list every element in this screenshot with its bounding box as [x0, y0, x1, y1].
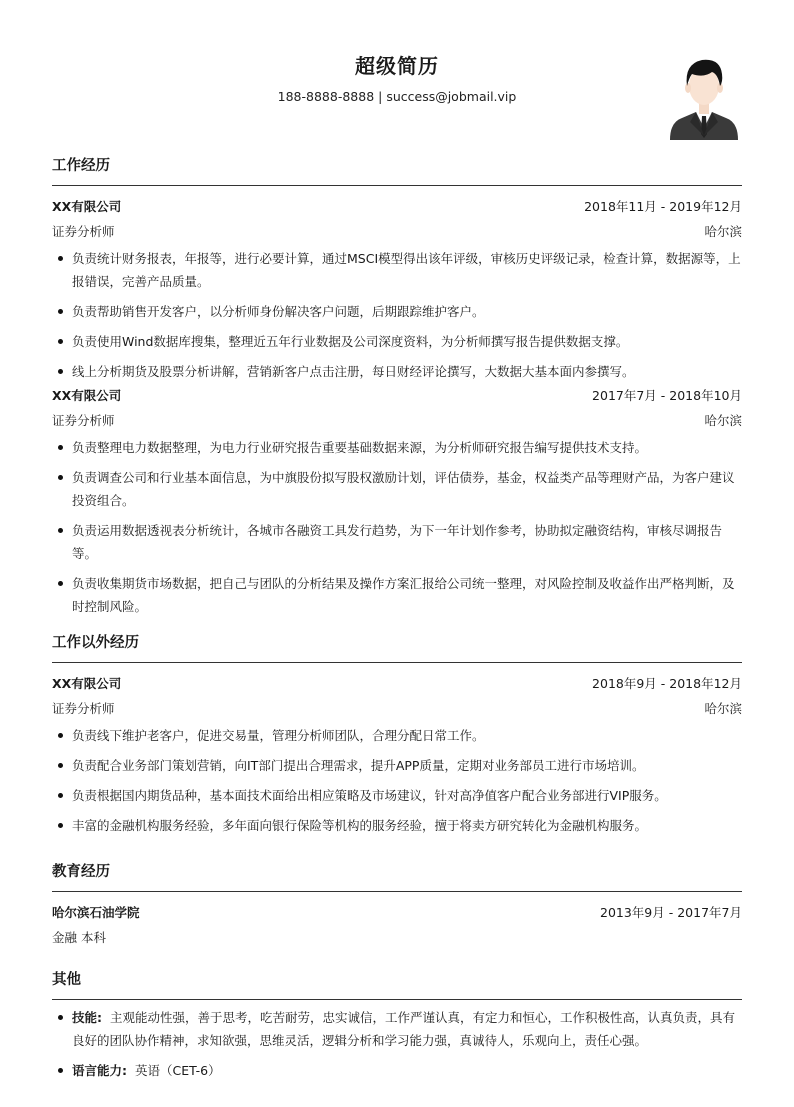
- list-item: 负责线下维护老客户，促进交易量，管理分析师团队，合理分配日常工作。: [52, 724, 742, 747]
- section-title: 工作以外经历: [52, 635, 139, 651]
- entry-date: 2013年9月 - 2017年7月: [600, 905, 742, 920]
- section-divider: [52, 999, 742, 1000]
- duty-list: [52, 436, 742, 618]
- contact-info: 188-8888-8888 | success@jobmail.vip: [277, 89, 517, 104]
- extra-entry: [52, 674, 742, 837]
- entry-date: 2018年11月 - 2019年12月: [584, 199, 742, 214]
- education-section: [52, 861, 742, 948]
- job-role: 证券分析师: [52, 413, 115, 428]
- section-title: 教育经历: [52, 864, 110, 880]
- entry-date: 2018年9月 - 2018年12月: [592, 676, 742, 691]
- company-name: XX有限公司: [52, 388, 122, 403]
- job-role: 证券分析师: [52, 224, 115, 239]
- section-title: 工作经历: [52, 158, 110, 174]
- list-item: 负责调查公司和行业基本面信息，为中旗股份拟写股权激励计划，评估债券，基金，权益类产品等理财产品，为客户建议投资组合。: [52, 466, 742, 512]
- major-degree: 金融 本科: [52, 930, 106, 945]
- job-location: 哈尔滨: [704, 413, 742, 428]
- job-location: 哈尔滨: [704, 224, 742, 239]
- company-name: XX有限公司: [52, 676, 122, 691]
- language-text: 英语（CET-6）: [135, 1063, 221, 1078]
- list-item: [52, 1006, 742, 1052]
- list-item: 负责使用Wind数据库搜集，整理近五年行业数据及公司深度资料，为分析师撰写报告提供数据支撑。: [52, 330, 742, 353]
- company-name: XX有限公司: [52, 199, 122, 214]
- work-section: [52, 155, 742, 625]
- entry-header: [52, 674, 742, 694]
- entry-date: 2017年7月 - 2018年10月: [592, 388, 742, 403]
- entry-subheader: [52, 928, 742, 948]
- entry-header: [52, 197, 742, 217]
- skills-label: 技能:: [72, 1010, 102, 1025]
- section-divider: [52, 662, 742, 663]
- job-location: 哈尔滨: [704, 701, 742, 716]
- entry-header: [52, 903, 742, 923]
- list-item: 负责根据国内期货品种，基本面技术面给出相应策略及市场建议，针对高净值客户配合业务部进行VIP服务。: [52, 784, 742, 807]
- work-entry: [52, 386, 742, 618]
- other-list: [52, 1006, 742, 1082]
- list-item: 丰富的金融机构服务经验，多年面向银行保险等机构的服务经验，擅于将卖方研究转化为金融机构服务。: [52, 814, 742, 837]
- list-item: 负责配合业务部门策划营销，向IT部门提出合理需求，提升APP质量，定期对业务部员工进行市场培训。: [52, 754, 742, 777]
- section-divider: [52, 891, 742, 892]
- education-entry: [52, 903, 742, 948]
- list-item: 负责帮助销售开发客户，以分析师身份解决客户问题，后期跟踪维护客户。: [52, 300, 742, 323]
- section-title: 其他: [52, 972, 81, 988]
- list-item: 线上分析期货及股票分析讲解，营销新客户点击注册，每日财经评论撰写，大数据大基本面内参撰写。: [52, 360, 742, 383]
- section-divider: [52, 185, 742, 186]
- work-entry: [52, 197, 742, 383]
- list-item: 负责收集期货市场数据，把自己与团队的分析结果及操作方案汇报给公司统一整理，对风险控制及收益作出严格判断，及时控制风险。: [52, 572, 742, 618]
- skills-text: 主观能动性强，善于思考，吃苦耐劳，忠实诚信，工作严谨认真，有定力和恒心，工作积极性高，认真负责，具有良好的团队协作精神，求知欲强，思维灵活，逻辑分析和学习能力强，真诚待人，乐观向上，责任心强。: [72, 1010, 736, 1048]
- list-item: 负责统计财务报表，年报等，进行必要计算，通过MSCI模型得出该年评级，审核历史评级记录，检查计算，数据源等，上报错误，完善产品质量。: [52, 247, 742, 293]
- extra-section: [52, 632, 742, 844]
- entry-header: [52, 386, 742, 406]
- job-role: 证券分析师: [52, 701, 115, 716]
- list-item: 负责运用数据透视表分析统计，各城市各融资工具发行趋势，为下一年计划作参考，协助拟定融资结构，审核尽调报告等。: [52, 519, 742, 565]
- entry-subheader: [52, 222, 742, 242]
- resume-header: [52, 52, 742, 106]
- duty-list: [52, 724, 742, 837]
- list-item: [52, 1059, 742, 1082]
- list-item: 负责整理电力数据整理，为电力行业研究报告重要基础数据来源，为分析师研究报告编写提供技术支持。: [52, 436, 742, 459]
- school-name: 哈尔滨石油学院: [52, 905, 140, 920]
- candidate-name: 超级简历: [355, 54, 439, 78]
- duty-list: [52, 247, 742, 383]
- entry-subheader: [52, 411, 742, 431]
- entry-subheader: [52, 699, 742, 719]
- language-label: 语言能力:: [72, 1063, 127, 1078]
- other-section: [52, 969, 742, 1089]
- avatar-icon: [668, 52, 740, 142]
